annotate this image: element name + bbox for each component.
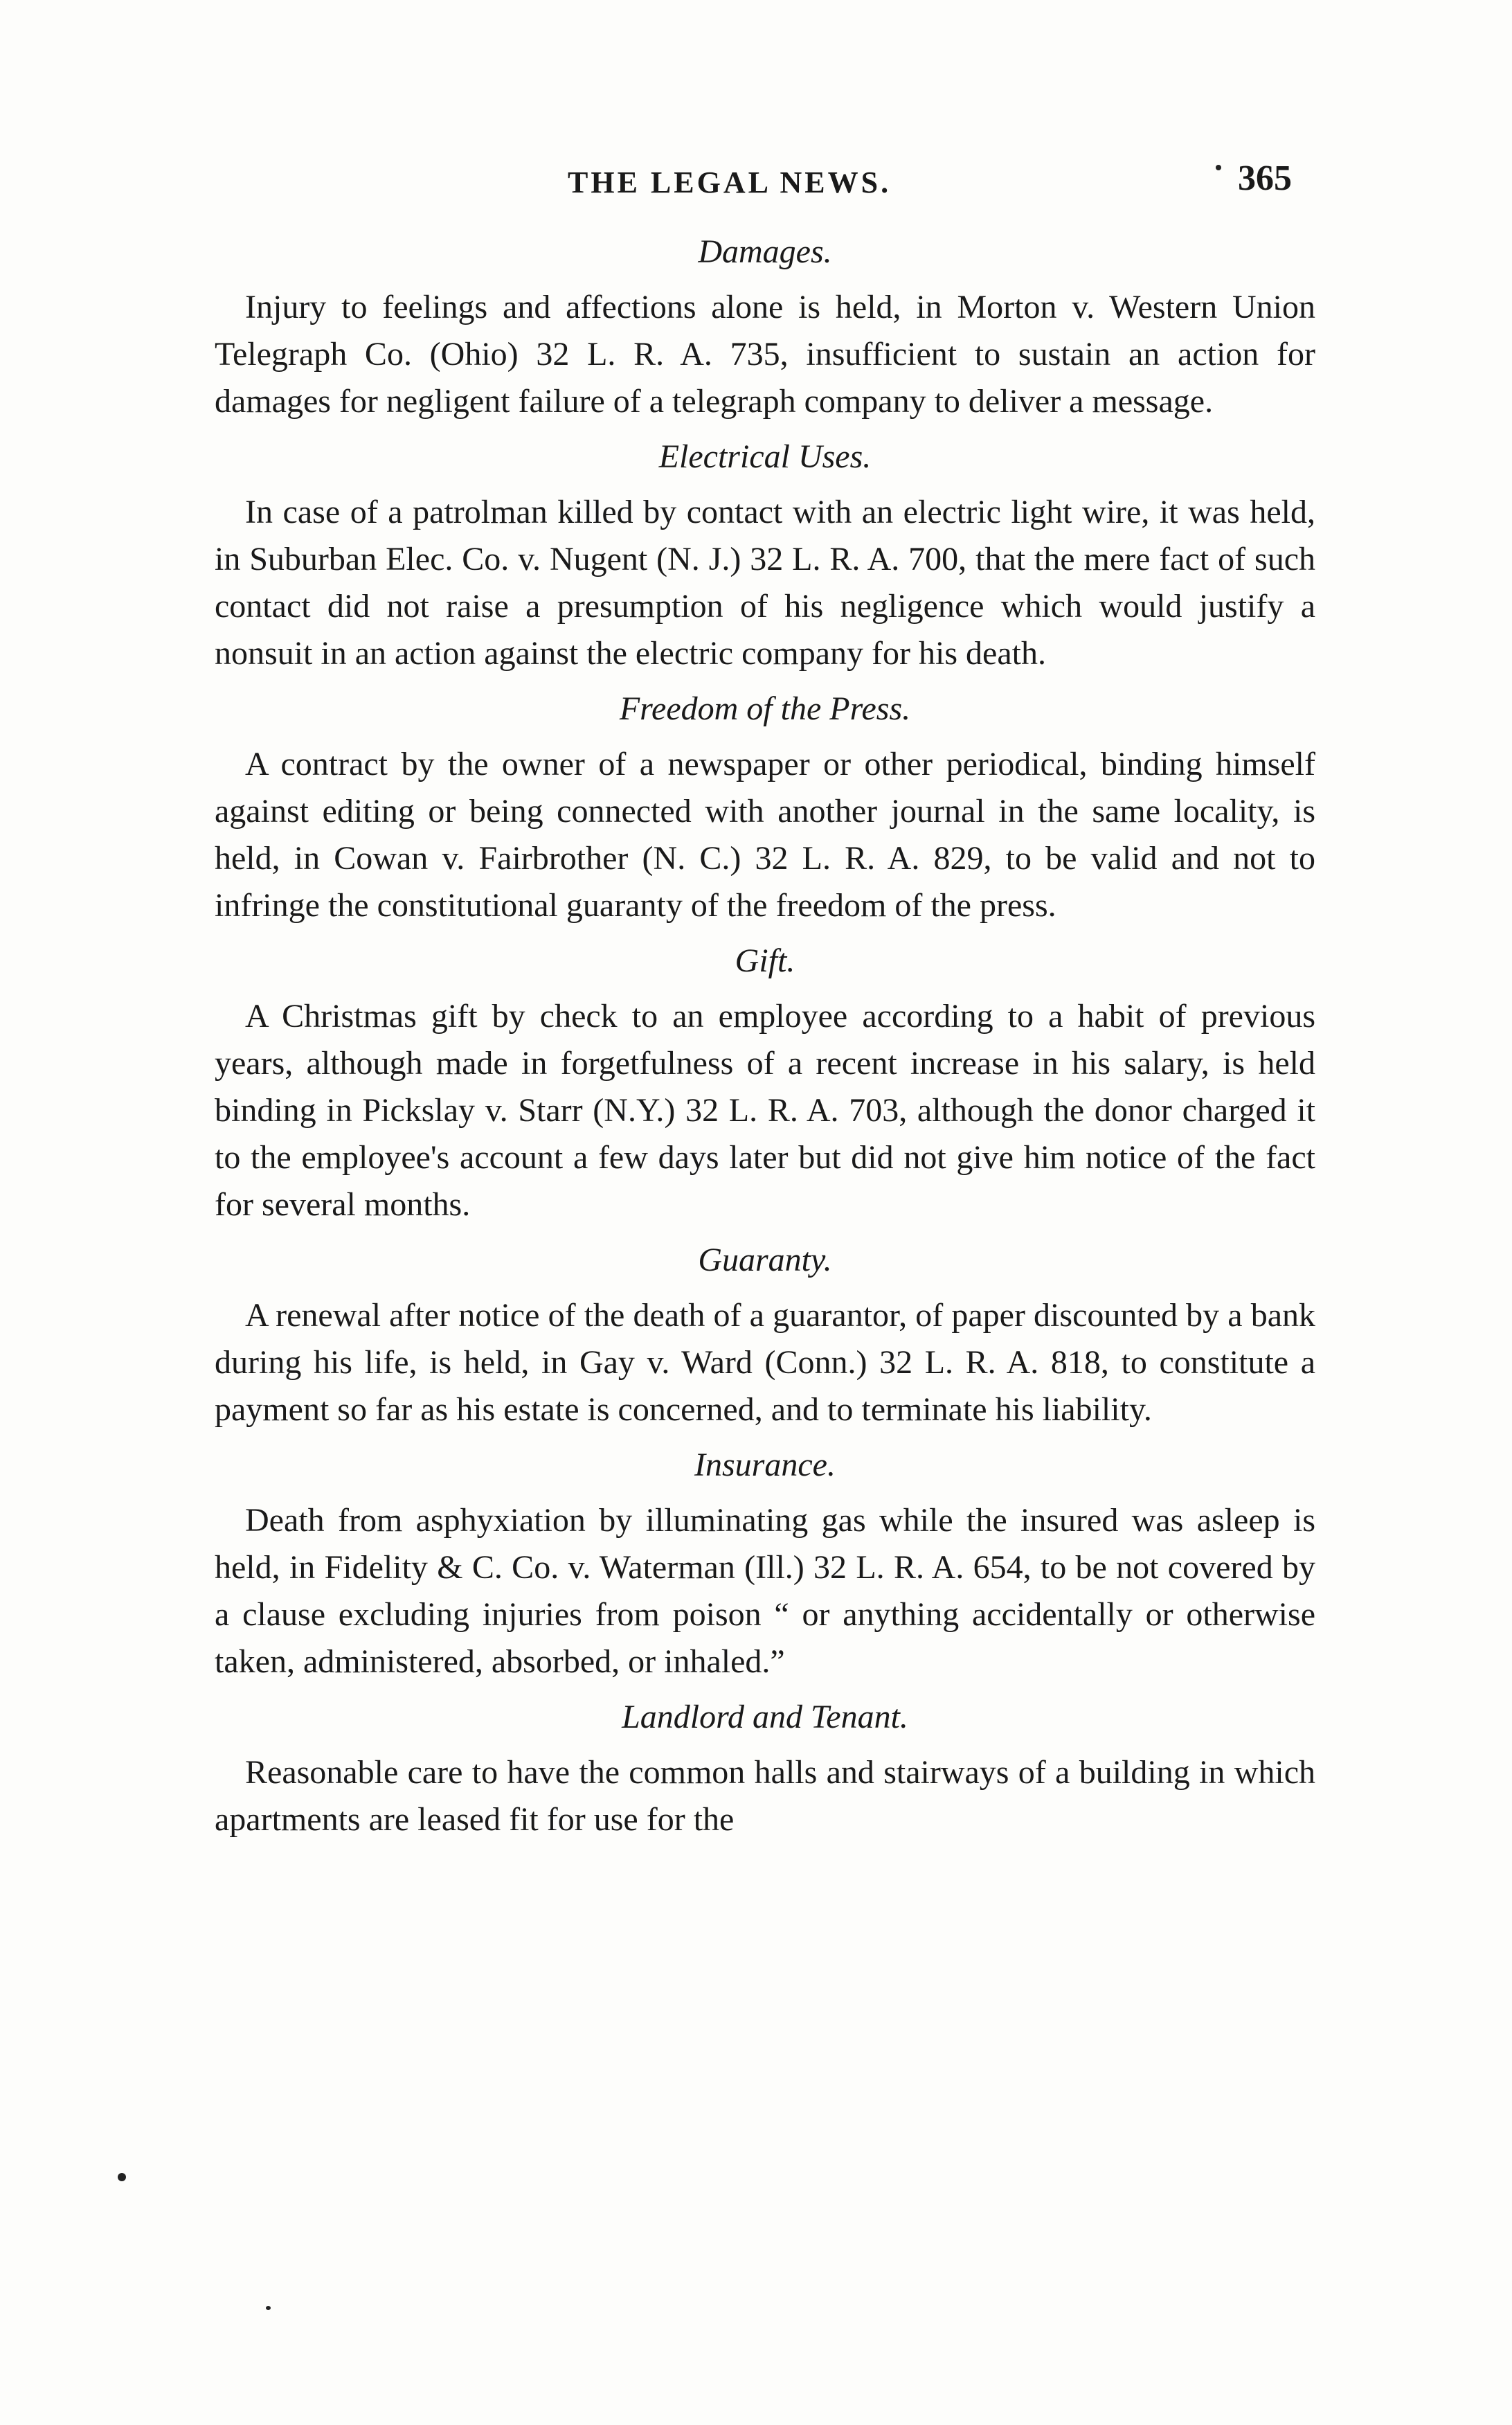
section-paragraph: A Christmas gift by check to an employee according to a habit of previous years, although made in forgetfulness of a recent increase in his salary, is held binding in Pickslay v. Starr (N.Y.) 32 L. R. A. 703, although the donor charged it to the employee's account a few days later but did not give him notice of the fact for several months. bbox=[215, 998, 1315, 1223]
section-heading: Electrical Uses. bbox=[658, 438, 872, 475]
section-heading: Freedom of the Press. bbox=[619, 690, 911, 727]
running-header bbox=[208, 161, 1315, 209]
section-insurance bbox=[215, 1442, 1315, 1685]
section-heading: Damages. bbox=[698, 233, 832, 270]
section-heading: Insurance. bbox=[694, 1447, 836, 1483]
ink-speck bbox=[1216, 165, 1221, 170]
section-heading: Guaranty. bbox=[698, 1242, 832, 1278]
section-paragraph: Death from asphyxiation by illuminating gas while the insured was asleep is held, in Fidelity & C. Co. v. Waterman (Ill.) 32 L. R. A. 654, to be not covered by a clause excluding injuries from poison “ or anything accidentally or otherwise taken, administered, absorbed, or inhaled.” bbox=[215, 1502, 1315, 1680]
section-freedom-of-the-press bbox=[215, 686, 1315, 929]
section-gift bbox=[215, 938, 1315, 1228]
section-paragraph: A contract by the owner of a newspaper or other periodical, binding himself against editing or being connected with another journal in the same locality, is held, in Cowan v. Fairbrother (N. C.) 32 L. R. A. 829, to be valid and not to infringe the constitutional guaranty of the freedom of the press. bbox=[215, 746, 1315, 924]
running-title: THE LEGAL NEWS. bbox=[568, 165, 892, 199]
section-paragraph: In case of a patrolman killed by contact with an electric light wire, it was held, in Suburban Elec. Co. v. Nugent (N. J.) 32 L. R. A. 700, that the mere fact of such contact did not raise a presumption of his negligence which would justify a nonsuit in an action against the electric company for his death. bbox=[215, 494, 1315, 672]
body-text bbox=[215, 229, 1315, 1852]
section-guaranty bbox=[215, 1237, 1315, 1433]
ink-speck bbox=[266, 2306, 271, 2310]
section-landlord-and-tenant bbox=[215, 1694, 1315, 1843]
section-electrical-uses bbox=[215, 433, 1315, 677]
section-paragraph: Injury to feelings and affections alone is held, in Morton v. Western Union Telegraph Co. (Ohio) 32 L. R. A. 735, insufficient to sustain an action for damages for negligent failure of a telegraph company to deliver a message. bbox=[215, 289, 1315, 420]
ink-speck bbox=[118, 2173, 126, 2181]
page-number: 365 bbox=[1238, 159, 1292, 198]
section-damages bbox=[215, 229, 1315, 425]
section-heading: Landlord and Tenant. bbox=[622, 1699, 908, 1735]
section-paragraph: Reasonable care to have the common halls and stairways of a building in which apartments are leased fit for use for the bbox=[215, 1754, 1315, 1838]
section-paragraph: A renewal after notice of the death of a guarantor, of paper discounted by a bank during his life, is held, in Gay v. Ward (Conn.) 32 L. R. A. 818, to constitute a payment so far as his estate is concerned, and to terminate his liability. bbox=[215, 1297, 1315, 1428]
section-heading: Gift. bbox=[735, 942, 795, 979]
